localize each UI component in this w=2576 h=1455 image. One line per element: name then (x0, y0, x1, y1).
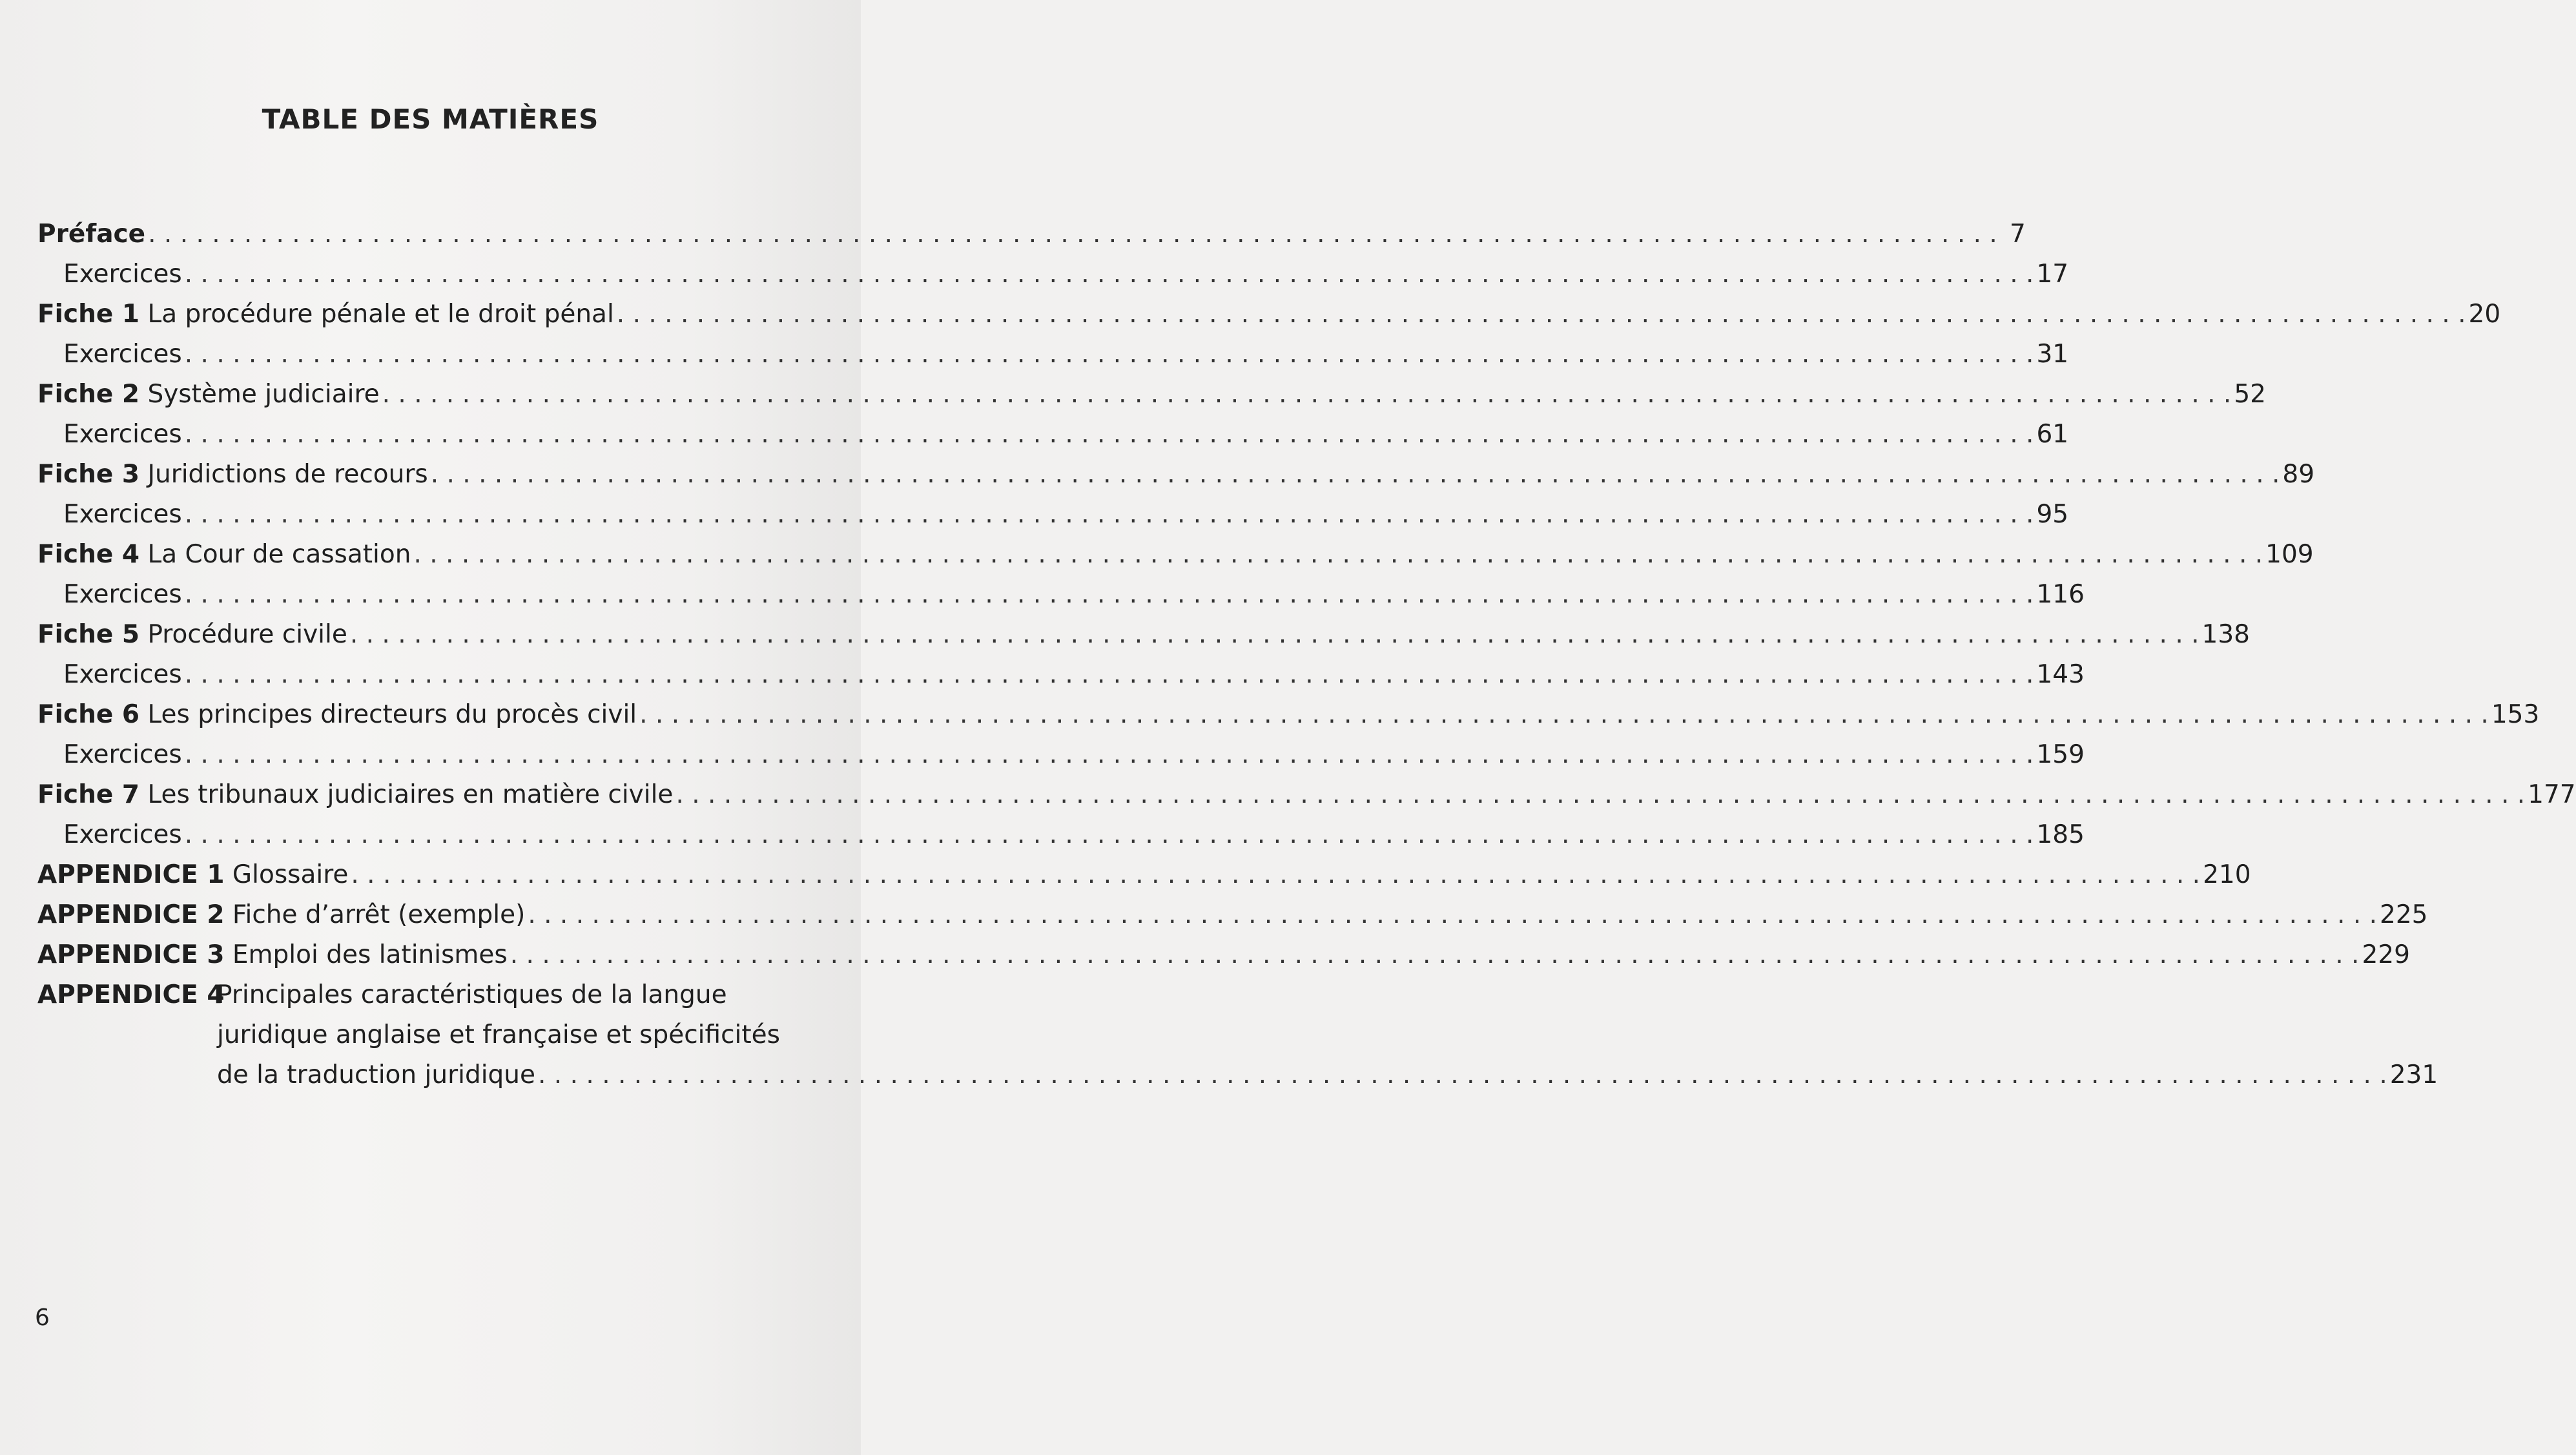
toc-entry-title-line: juridique anglaise et française et spécificités (217, 1020, 780, 1049)
dot-leader (185, 415, 2034, 455)
dot-leader (413, 535, 2263, 575)
toc-entry-title: Les principes directeurs du procès civil (147, 700, 637, 729)
toc-page-number: 52 (2234, 380, 2266, 409)
toc-page-number: 109 (2265, 540, 2314, 569)
toc-entry (37, 615, 2250, 655)
dot-leader (675, 775, 2525, 815)
toc-subentry (37, 735, 2085, 775)
toc-page-number: 153 (2491, 700, 2540, 729)
toc-subentry (37, 815, 2085, 855)
dot-leader (185, 335, 2034, 375)
toc-page-number: 143 (2036, 660, 2085, 689)
dot-leader (510, 935, 2360, 975)
toc-subentry (37, 254, 2069, 294)
toc-page-number: 177 (2528, 780, 2576, 809)
toc-entry-prefix: Fiche 2 (37, 380, 140, 409)
toc-entry-title: Exercices (63, 500, 182, 529)
toc-page-number: 159 (2036, 740, 2085, 769)
toc-page-number: 7 (2010, 220, 2026, 249)
toc-entry (37, 535, 2314, 575)
toc-entry-title: Exercices (63, 820, 182, 849)
toc-entry-prefix: APPENDICE 1 (37, 860, 225, 889)
dot-leader (185, 495, 2034, 535)
dot-leader (431, 455, 2280, 495)
dot-leader (382, 375, 2232, 415)
toc-entry-title: Emploi des latinismes (232, 940, 508, 969)
toc-page-number: 17 (2036, 260, 2069, 289)
toc-subentry (37, 335, 2069, 375)
toc-entry-prefix: APPENDICE 4 (37, 980, 225, 1009)
toc-entry-prefix: Fiche 3 (37, 460, 140, 489)
dot-leader (185, 735, 2034, 775)
toc-subentry (37, 575, 2085, 615)
toc-entry-prefix: Fiche 6 (37, 700, 140, 729)
dot-leader (639, 695, 2489, 735)
toc-entry (37, 294, 2501, 335)
toc-page-number: 229 (2362, 940, 2410, 969)
toc-page-number: 231 (2389, 1060, 2438, 1089)
toc-page-number: 225 (2380, 900, 2428, 929)
toc-entry (37, 775, 2576, 815)
toc-page-number: 138 (2201, 620, 2250, 649)
toc-page-number: 185 (2036, 820, 2085, 849)
toc-page-number: 116 (2036, 580, 2085, 609)
page-folio: 6 (35, 1305, 50, 1331)
toc-entry-title: La procédure pénale et le droit pénal (147, 300, 614, 329)
toc-entry-appendice-4 (37, 975, 2438, 1095)
toc-entry-title-line: Principales caractéristiques de la langue (217, 980, 727, 1009)
toc-subentry (37, 495, 2069, 535)
toc-entry-title-line: de la traduction juridique (217, 1060, 536, 1089)
page-title: TABLE DES MATIÈRES (262, 103, 599, 135)
toc-entry-prefix: APPENDICE 2 (37, 900, 225, 929)
dot-leader (617, 294, 2466, 335)
toc-entry (37, 695, 2540, 735)
toc-entry-title: Glossaire (232, 860, 349, 889)
toc-entry-title: Exercices (63, 420, 182, 449)
dot-leader (185, 655, 2034, 695)
toc-page-number: 20 (2468, 300, 2501, 329)
toc-entry-prefix: Fiche 7 (37, 780, 140, 809)
toc-entry-title: Exercices (63, 580, 182, 609)
dot-leader (538, 1055, 2387, 1095)
dot-leader (185, 254, 2034, 294)
dot-leader (350, 615, 2200, 655)
toc-entry-prefix: Préface (37, 220, 146, 249)
toc-entry (37, 855, 2251, 895)
dot-leader (185, 575, 2034, 615)
dot-leader (351, 855, 2200, 895)
toc-entry (37, 375, 2266, 415)
toc-entry-title: Exercices (63, 740, 182, 769)
toc-entry-title: Fiche d’arrêt (exemple) (232, 900, 526, 929)
toc-entry-prefix: APPENDICE 3 (37, 940, 225, 969)
dot-leader (148, 214, 1997, 254)
toc-subentry (37, 415, 2069, 455)
toc-entry (37, 935, 2410, 975)
dot-leader (528, 895, 2377, 935)
toc-page-number: 95 (2036, 500, 2069, 529)
toc-page-number: 89 (2282, 460, 2315, 489)
toc-entry-prefix: Fiche 1 (37, 300, 140, 329)
toc-subentry (37, 655, 2085, 695)
toc-entry-title: Exercices (63, 660, 182, 689)
toc-entry (37, 455, 2315, 495)
toc-entry (37, 895, 2428, 935)
dot-leader (185, 815, 2034, 855)
toc-page-number: 61 (2036, 420, 2069, 449)
toc-entry-title: Les tribunaux judiciaires en matière civile (147, 780, 674, 809)
table-of-contents (37, 214, 2576, 1095)
toc-entry-prefix: Fiche 5 (37, 620, 140, 649)
toc-entry-title: Exercices (63, 340, 182, 369)
toc-entry-title: Procédure civile (147, 620, 347, 649)
toc-page-number: 31 (2036, 340, 2069, 369)
toc-entry-title: Système judiciaire (147, 380, 380, 409)
toc-entry (37, 214, 2026, 254)
toc-entry-prefix: Fiche 4 (37, 540, 140, 569)
toc-page-number: 210 (2203, 860, 2251, 889)
toc-entry-title: Exercices (63, 260, 182, 289)
toc-entry-title: Juridictions de recours (147, 460, 428, 489)
toc-entry-title: La Cour de cassation (147, 540, 411, 569)
